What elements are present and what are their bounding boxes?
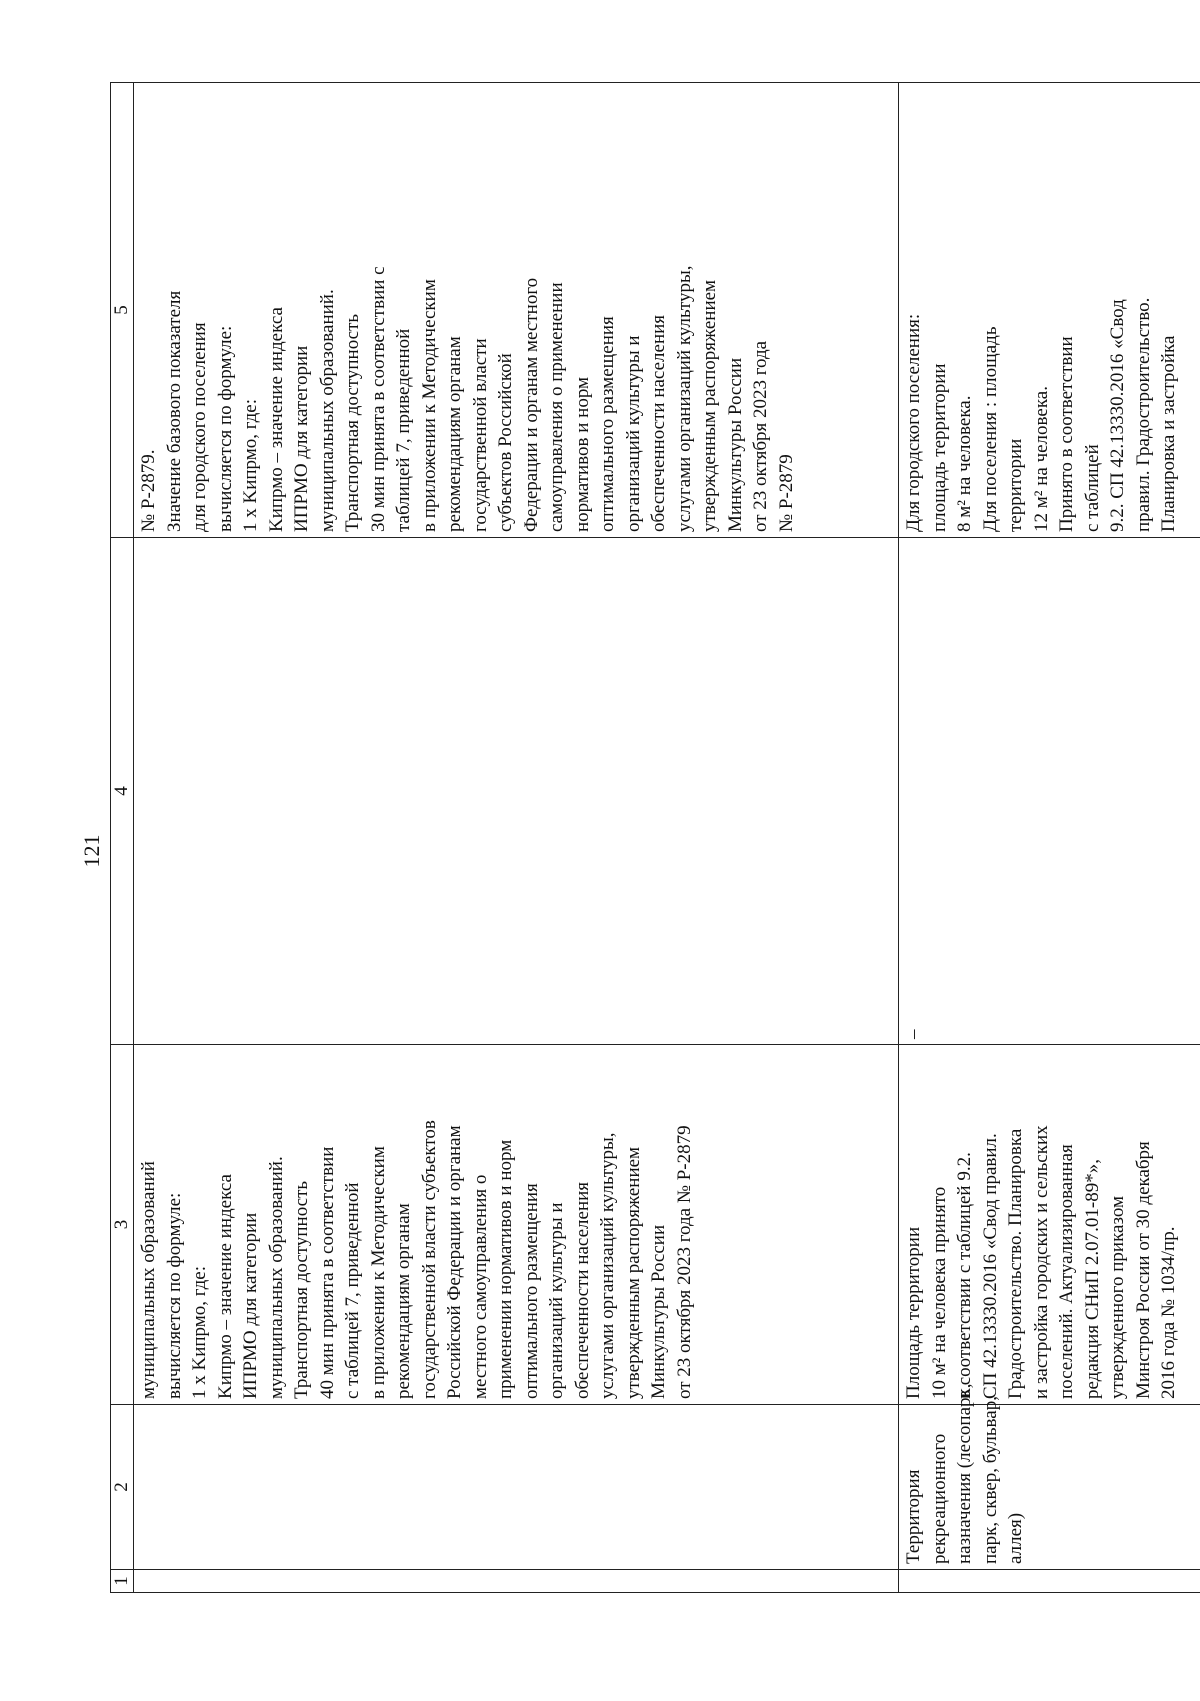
- text-line: 8 м² на человека.: [954, 395, 975, 532]
- cell-number: [899, 1570, 1200, 1593]
- cell-column-4: [134, 538, 899, 1045]
- header-col-1: 1: [111, 1570, 134, 1593]
- text-line: редакция СНиП 2.07.01-89*»,: [1081, 1159, 1103, 1399]
- text-line: в соответствии с таблицей 9.2.: [954, 1152, 975, 1399]
- text-line: ИПРМО для категории: [291, 345, 312, 532]
- text-line: обеспеченности населения: [648, 314, 669, 532]
- text-line: № Р-2879.: [138, 449, 159, 532]
- text-line: от 23 октября 2023 года № Р-2879: [673, 1125, 695, 1399]
- text-line: с таблицей: [1081, 444, 1103, 532]
- text-line: оптимального размещения: [597, 316, 618, 532]
- text-line: государственной власти субъектов: [418, 1120, 440, 1399]
- text-line: муниципальных образований: [138, 1161, 159, 1399]
- cell-object-name: [899, 1383, 1200, 1570]
- text-line: самоуправления о применении: [546, 282, 567, 532]
- text-line: 10 м² на человека принято: [928, 1186, 950, 1399]
- text-line: услугами организаций культуры,: [597, 1132, 618, 1399]
- text-line: 40 мин принята в соответствии: [316, 1146, 338, 1399]
- dash-mark: –: [903, 1029, 924, 1039]
- text-line: организаций культуры и: [546, 1202, 567, 1399]
- text-line: аллея): [1005, 1512, 1026, 1564]
- text-line: утвержденным распоряжением: [699, 279, 720, 532]
- cell-column-4: [899, 538, 1200, 1045]
- text-line: местного самоуправления о: [469, 1174, 491, 1399]
- text-line: площадь территории: [928, 363, 950, 532]
- text-line: муниципальных образований.: [265, 1156, 287, 1399]
- text-line: Российской Федерации и органам: [444, 1125, 465, 1399]
- text-line: парк, сквер, бульвар,: [979, 1396, 1001, 1564]
- text-line: 2016 года № 1034/пр.: [1158, 1226, 1179, 1399]
- text-line: в приложении к Методическим: [418, 279, 440, 532]
- text-line: нормативов и норм: [571, 376, 593, 532]
- norms-table: [110, 82, 1200, 1593]
- text-line: Для городского поселения:: [903, 313, 924, 532]
- text-line: субъектов Российской: [495, 353, 516, 532]
- page-number: 121: [79, 834, 104, 868]
- text-line: 1 x Kипрмо, где:: [240, 398, 261, 532]
- text-line: услугами организаций культуры,: [673, 265, 695, 532]
- text-line: Значение базового показателя: [163, 290, 185, 532]
- header-col-4: 4: [111, 538, 134, 1045]
- text-line: вычисляется по формуле:: [214, 325, 236, 532]
- header-col-5: 5: [111, 83, 134, 538]
- text-line: 12 м² на человека.: [1030, 386, 1052, 532]
- text-line: обеспеченности населения: [571, 1181, 593, 1399]
- text-line: назначения (лесопарк,: [954, 1383, 975, 1564]
- text-line: территории: [1005, 438, 1026, 532]
- text-line: государственной власти: [469, 338, 491, 532]
- table-row: [899, 83, 1200, 1593]
- text-line: утвержденного приказом: [1107, 1196, 1128, 1399]
- text-line: в приложении к Методическим: [367, 1146, 389, 1399]
- header-col-2: 2: [111, 1405, 134, 1570]
- cell-area-rationale: [899, 1045, 1200, 1405]
- text-line: СП 42.13330.2016 «Свод правил.: [979, 1133, 1001, 1399]
- text-line: Градостроительство. Планировка: [1005, 1128, 1026, 1399]
- cell-number: [134, 1570, 899, 1593]
- text-line: Планировка и застройка: [1158, 335, 1179, 532]
- text-line: 1 x Kипрмо, где:: [189, 1265, 210, 1399]
- header-col-3: 3: [111, 1045, 134, 1405]
- text-line: рекомендациям органам: [393, 1203, 414, 1399]
- text-line: утвержденным распоряжением: [622, 1146, 644, 1399]
- text-line: от 23 октября 2023 года: [750, 340, 771, 532]
- text-line: ИПРМО для категории: [240, 1212, 261, 1399]
- text-line: 30 мин принята в соответствии с: [367, 266, 389, 532]
- text-line: Территория: [903, 1469, 924, 1564]
- text-line: Kипрмо – значение индекса: [265, 307, 287, 532]
- text-line: таблицей 7, приведенной: [393, 328, 414, 532]
- text-line: поселений. Актуализированная: [1056, 1144, 1077, 1399]
- text-line: 9.2. СП 42.13330.2016 «Свод: [1107, 299, 1128, 532]
- text-line: Площадь территории: [903, 1226, 924, 1399]
- text-line: № Р-2879: [775, 454, 797, 532]
- text-line: рекреационного: [928, 1433, 950, 1564]
- text-line: Транспортная доступность: [342, 313, 363, 532]
- cell-availability-rationale: [134, 1045, 899, 1405]
- text-line: Федерации и органам местного: [520, 277, 542, 532]
- text-line: вычисляется по формуле:: [163, 1192, 185, 1399]
- text-line: Транспортная доступность: [291, 1180, 312, 1399]
- cell-settlement-rationale: [134, 83, 899, 538]
- text-line: Минкультуры России: [648, 1224, 669, 1399]
- text-line: правил. Градостроительство.: [1132, 297, 1154, 532]
- text-line: Kипрмо – значение индекса: [214, 1174, 236, 1399]
- text-line: Для поселения : площадь: [979, 326, 1001, 532]
- header-row: [111, 83, 134, 1593]
- text-line: Принято в соответствии: [1056, 336, 1077, 532]
- text-line: муниципальных образований.: [316, 289, 338, 532]
- text-line: Минкультуры России: [724, 357, 746, 532]
- text-line: с таблицей 7, приведенной: [342, 1182, 363, 1399]
- text-line: оптимального размещения: [520, 1183, 542, 1399]
- text-line: рекомендациям органам: [444, 336, 465, 532]
- text-line: применении нормативов и норм: [495, 1139, 516, 1399]
- table-row: [134, 83, 899, 1593]
- text-line: для городского поселения: [189, 322, 210, 532]
- text-line: организаций культуры и: [622, 335, 644, 532]
- cell-object-name: [134, 1405, 899, 1570]
- text-line: и застройка городских и сельских: [1030, 1125, 1052, 1399]
- cell-settlement-area-rationale: [899, 83, 1200, 538]
- text-line: Минстроя России от 30 декабря: [1132, 1141, 1154, 1399]
